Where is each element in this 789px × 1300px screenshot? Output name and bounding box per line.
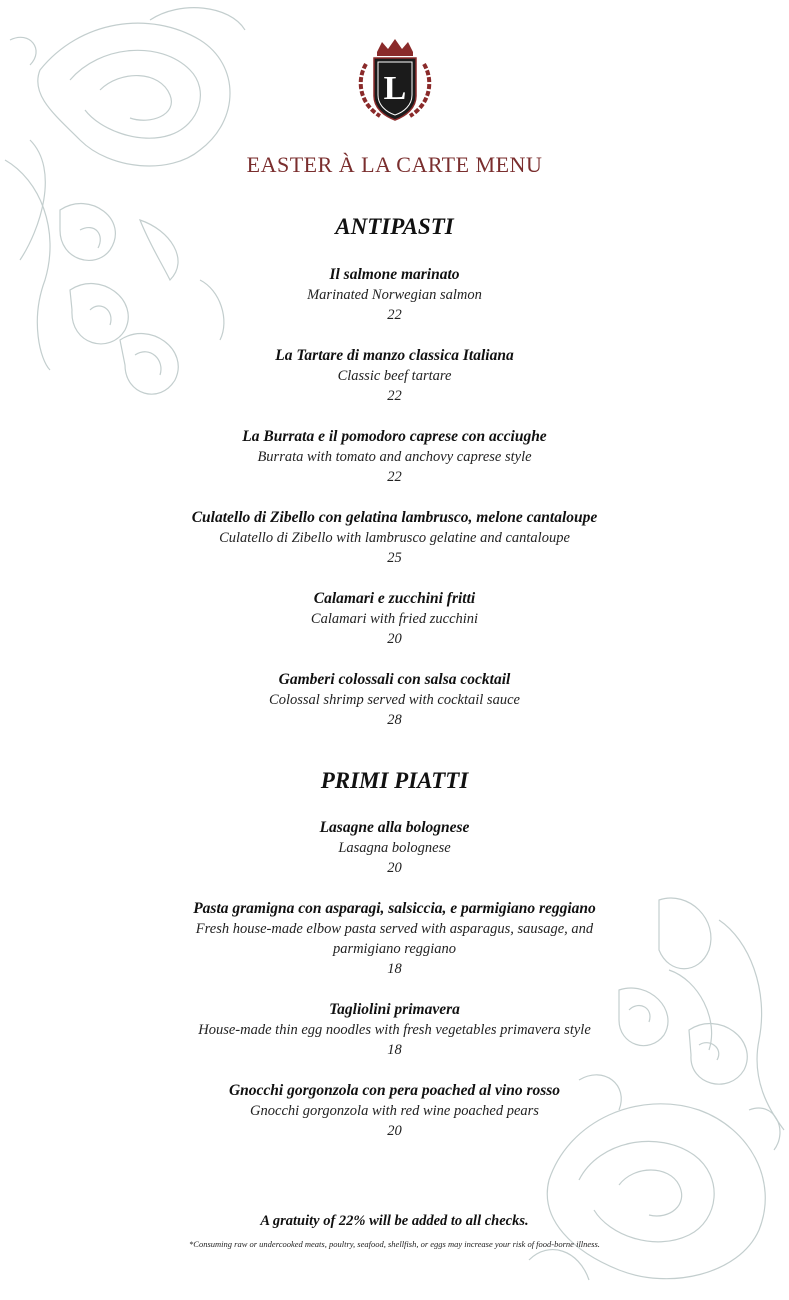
item-name: Tagliolini primavera (329, 1001, 460, 1018)
item-name: La Tartare di manzo classica Italiana (275, 347, 514, 364)
item-price: 22 (387, 307, 402, 323)
crown-icon (377, 39, 413, 52)
menu-item (0, 1000, 789, 1061)
item-name: Pasta gramigna con asparagi, salsiccia, e parmigiano reggiano (193, 900, 596, 917)
antipasti-items (0, 265, 789, 751)
section-title-antipasti: ANTIPASTI (335, 214, 454, 239)
item-description: Calamari with fried zucchini (310, 611, 479, 627)
menu-item (0, 899, 789, 980)
menu-item (0, 1081, 789, 1142)
item-price: 25 (387, 550, 402, 566)
gratuity-notice: A gratuity of 22% will be added to all checks. (260, 1213, 529, 1229)
menu-item (0, 265, 789, 326)
item-description: Marinated Norwegian salmon (307, 287, 482, 303)
item-price: 22 (387, 469, 402, 485)
food-safety-disclaimer: *Consuming raw or undercooked meats, poultry, seafood, shellfish, or eggs may increase your risk of food-borne illness. (189, 1239, 600, 1249)
item-name: Calamari e zucchini fritti (313, 590, 476, 607)
menu-item (0, 508, 789, 569)
item-price: 18 (387, 961, 402, 977)
menu-item (0, 818, 789, 879)
menu-item (0, 589, 789, 650)
item-price: 20 (387, 1123, 402, 1139)
item-price: 18 (387, 1042, 402, 1058)
item-name: Il salmone marinato (329, 266, 460, 283)
restaurant-logo (350, 36, 440, 126)
item-name: Lasagne alla bolognese (319, 819, 470, 836)
item-description: Burrata with tomato and anchovy caprese style (257, 449, 532, 465)
section-title-primi-piatti: PRIMI PIATTI (320, 768, 469, 793)
item-description: Gnocchi gorgonzola with red wine poached pears (250, 1103, 539, 1119)
item-price: 28 (387, 712, 402, 728)
item-price: 20 (387, 860, 402, 876)
menu-item (0, 346, 789, 407)
menu-title: EASTER À LA CARTE MENU (246, 152, 543, 177)
item-description: Culatello di Zibello with lambrusco gelatine and cantaloupe (219, 530, 570, 546)
item-name: Gamberi colossali con salsa cocktail (278, 671, 511, 688)
primi-piatti-items (0, 818, 789, 1162)
item-description: Colossal shrimp served with cocktail sauce (269, 692, 520, 708)
item-description: Fresh house-made elbow pasta served with asparagus, sausage, and parmigiano reggiano (195, 921, 594, 957)
svg-text:L: L (383, 70, 407, 107)
item-description: Lasagna bolognese (338, 840, 451, 856)
item-price: 22 (387, 388, 402, 404)
item-name: Culatello di Zibello con gelatina lambrusco, melone cantaloupe (191, 509, 598, 526)
item-description: House-made thin egg noodles with fresh vegetables primavera style (198, 1022, 591, 1038)
item-price: 20 (387, 631, 402, 647)
menu-item (0, 427, 789, 488)
item-description: Classic beef tartare (337, 368, 452, 384)
item-name: La Burrata e il pomodoro caprese con acciughe (242, 428, 547, 445)
menu-item (0, 670, 789, 731)
item-name: Gnocchi gorgonzola con pera poached al vino rosso (228, 1082, 561, 1099)
